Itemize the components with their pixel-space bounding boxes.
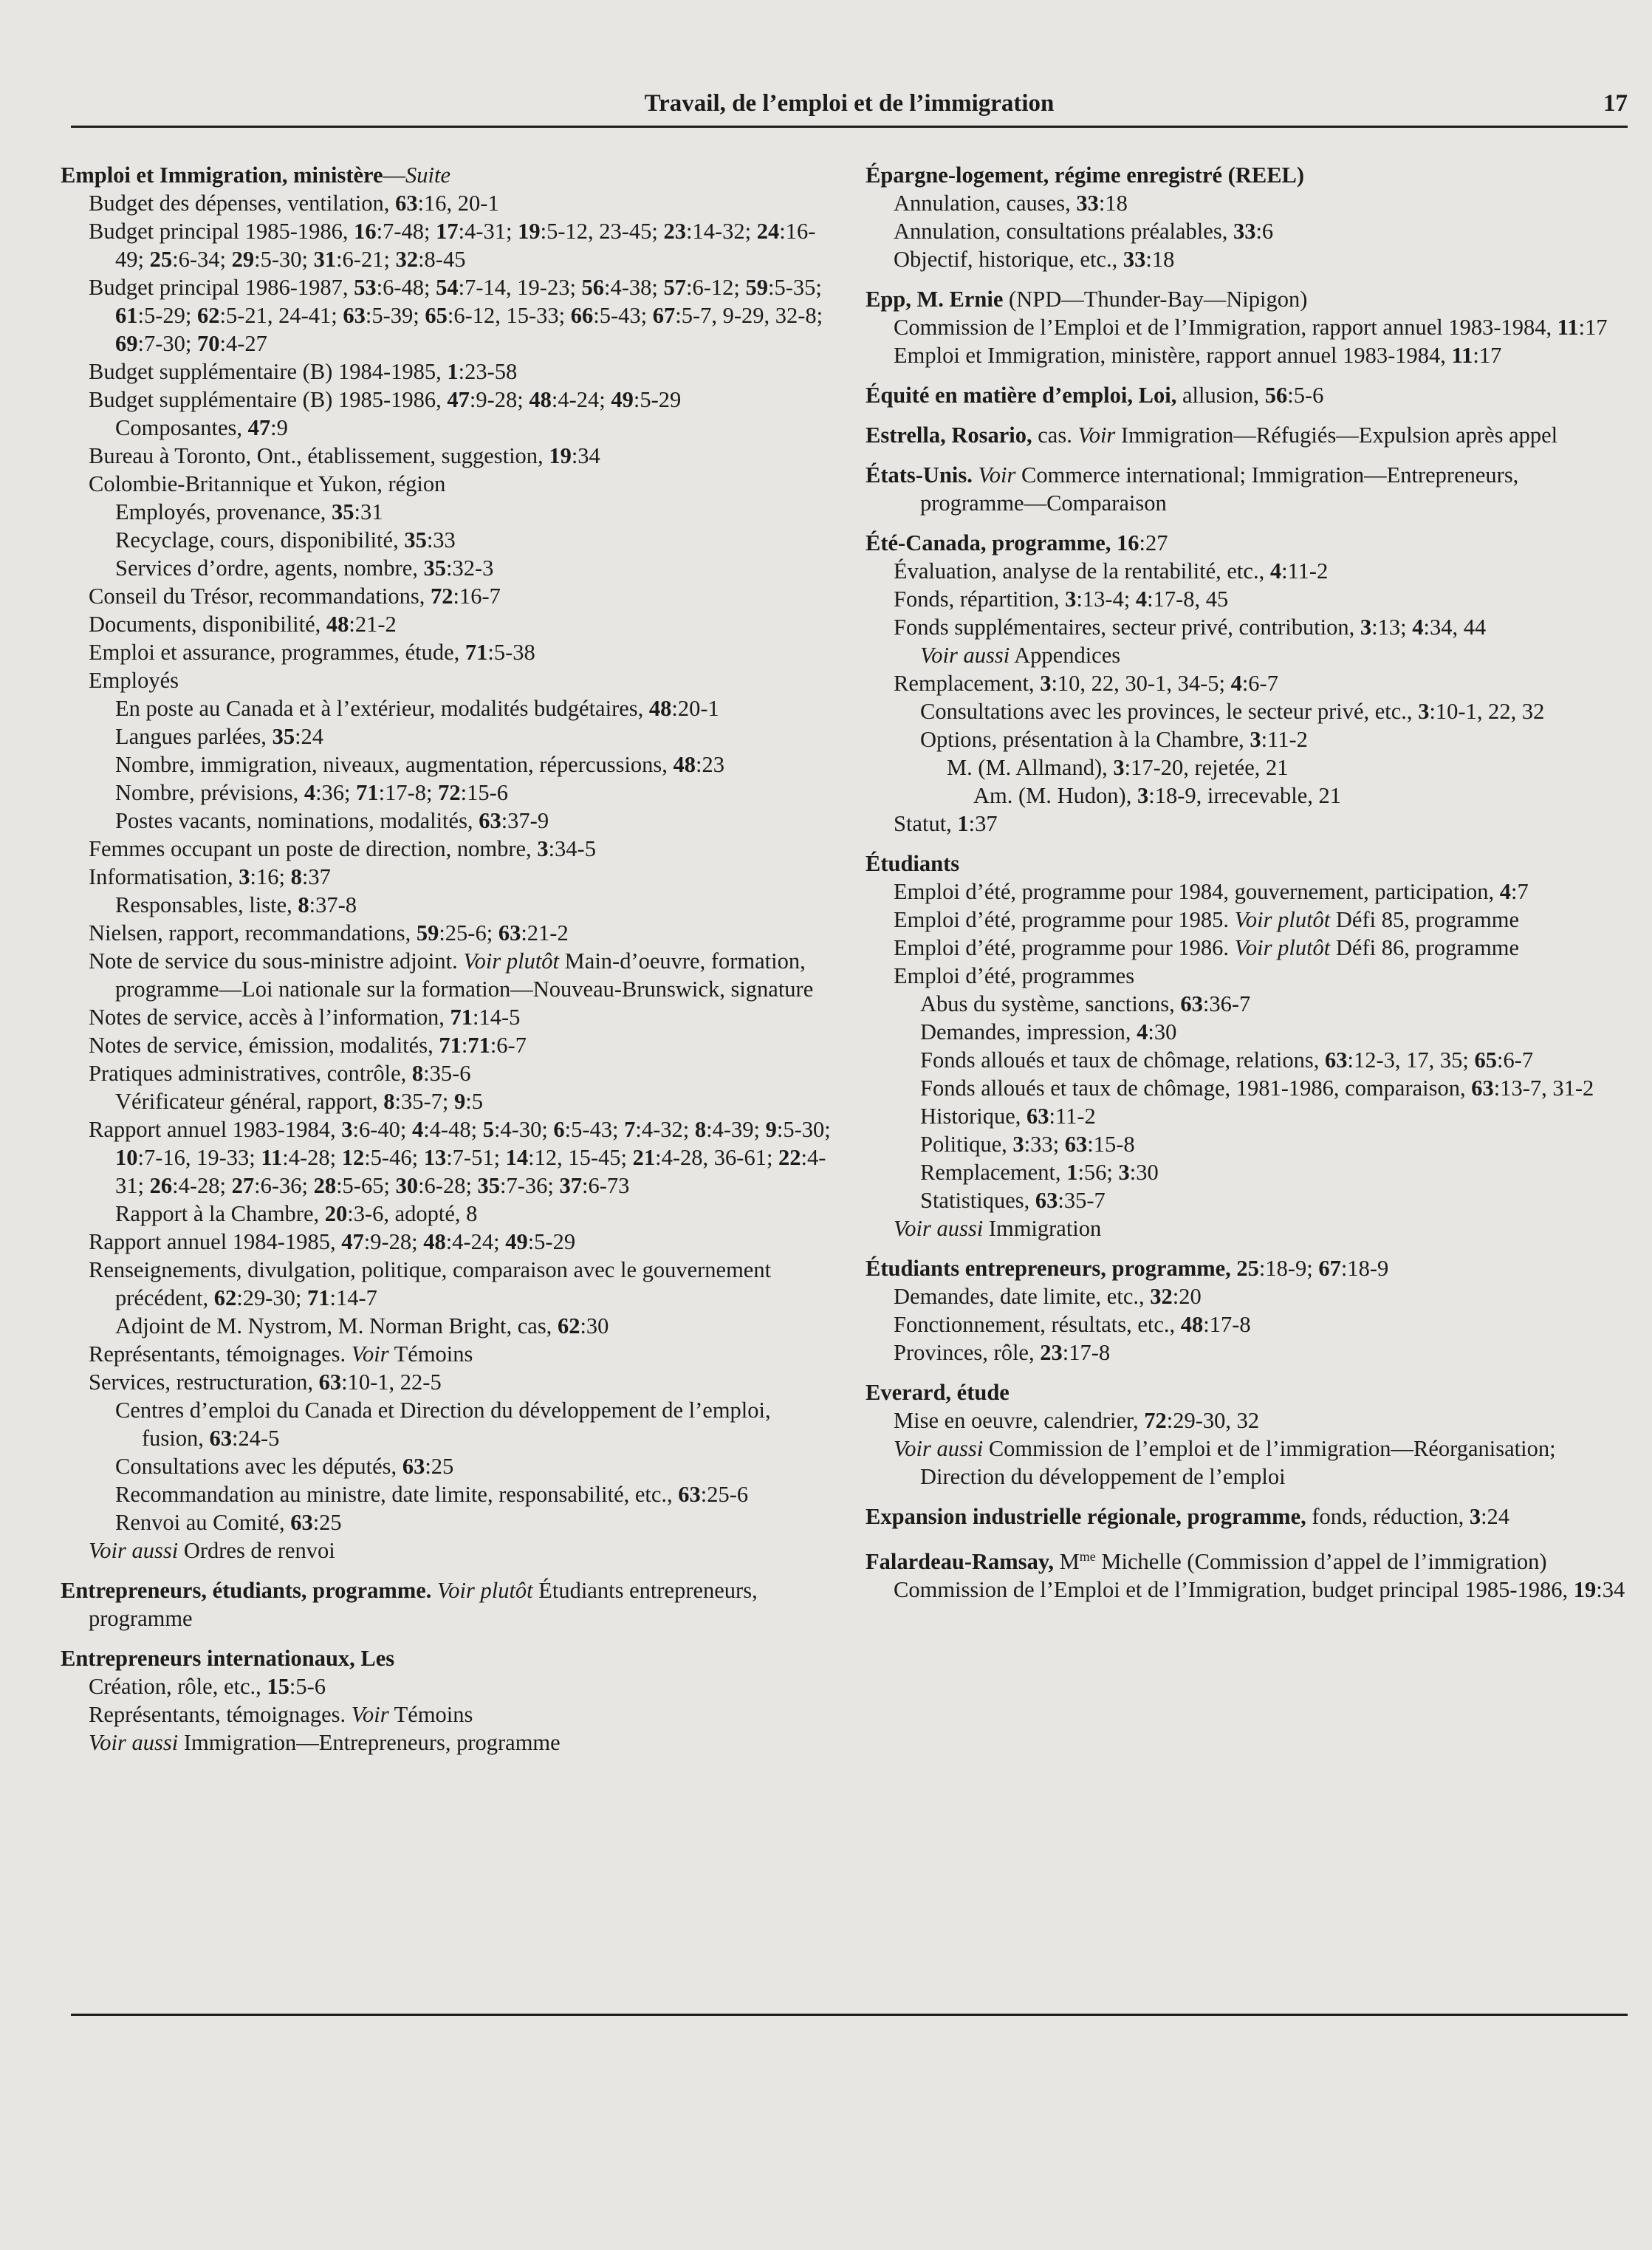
index-subentry: Politique, 3:33; 63:15-8 <box>920 1132 1135 1157</box>
index-subentry: Adjoint de M. Nystrom, M. Norman Bright, cas, 62:30 <box>115 1313 609 1338</box>
index-heading: États-Unis. Voir Commerce international; Immigration—Entrepreneurs, programme—Comparaison <box>866 462 1519 516</box>
index-heading: Entrepreneurs internationaux, Les <box>61 1646 395 1671</box>
index-subentry: Représentants, témoignages. Voir Témoins <box>89 1341 473 1367</box>
bottom-rule <box>71 2014 1628 2016</box>
index-subentry: Objectif, historique, etc., 33:18 <box>894 247 1175 272</box>
index-subentry: Postes vacants, nominations, modalités, 63:37-9 <box>115 808 549 833</box>
page-number: 17 <box>1603 90 1628 117</box>
index-subentry: Budget supplémentaire (B) 1985-1986, 47:9-28; 48:4-24; 49:5-29 <box>89 387 682 412</box>
index-subentry: Am. (M. Hudon), 3:18-9, irrecevable, 21 <box>973 783 1342 808</box>
index-subentry: Conseil du Trésor, recommandations, 72:16-7 <box>89 584 501 609</box>
index-subentry: Renseignements, divulgation, politique, comparaison avec le gouvernement précédent, 62:29-30; 71:14-7 <box>89 1257 772 1310</box>
index-subentry: Emploi d’été, programme pour 1984, gouvernement, participation, 4:7 <box>894 879 1529 904</box>
index-subentry: Fonds alloués et taux de chômage, relations, 63:12-3, 17, 35; 65:6-7 <box>920 1047 1534 1073</box>
index-subentry: Vérificateur général, rapport, 8:35-7; 9:5 <box>115 1089 483 1114</box>
index-subentry: Voir aussi Immigration <box>894 1216 1102 1241</box>
index-subentry: Fonds supplémentaires, secteur privé, contribution, 3:13; 4:34, 44 <box>894 615 1487 640</box>
index-subentry: Services d’ordre, agents, nombre, 35:32-3 <box>115 555 494 581</box>
index-subentry: Informatisation, 3:16; 8:37 <box>89 864 331 889</box>
index-subentry: Femmes occupant un poste de direction, nombre, 3:34-5 <box>89 836 596 861</box>
index-subentry: Emploi d’été, programme pour 1985. Voir plutôt Défi 85, programme <box>894 907 1520 932</box>
header-title: Travail, de l’emploi et de l’immigration <box>644 90 1055 117</box>
index-subentry: Recyclage, cours, disponibilité, 35:33 <box>115 527 456 553</box>
index-subentry: En poste au Canada et à l’extérieur, modalités budgétaires, 48:20-1 <box>115 696 719 721</box>
index-heading: Falardeau-Ramsay, $M^{me}$ Michelle (Commission d’appel de l’immigration) <box>866 1549 1547 1575</box>
index-subentry: Remplacement, 1:56; 3:30 <box>920 1160 1159 1185</box>
index-subentry: Voir aussi Immigration—Entrepreneurs, programme <box>89 1730 561 1755</box>
index-subentry: Fonds alloués et taux de chômage, 1981-1986, comparaison, 63:13-7, 31-2 <box>920 1076 1594 1101</box>
index-subentry: Statut, 1:37 <box>894 811 998 836</box>
index-subentry: Voir aussi Ordres de renvoi <box>89 1538 335 1563</box>
index-subentry: Pratiques administratives, contrôle, 8:35-6 <box>89 1061 471 1086</box>
index-subentry: Emploi d’été, programme pour 1986. Voir plutôt Défi 86, programme <box>894 935 1520 960</box>
index-subentry: Statistiques, 63:35-7 <box>920 1188 1106 1213</box>
index-subentry: Budget principal 1985-1986, 16:7-48; 17:4-31; 19:5-12, 23-45; 23:14-32; 24:16-49; 25:6-34; 29:5-30; 31:6-21; 32:8-45 <box>89 219 816 272</box>
index-subentry: Provinces, rôle, 23:17-8 <box>894 1340 1111 1365</box>
index-subentry: Rapport annuel 1983-1984, 3:6-40; 4:4-48; 5:4-30; 6:5-43; 7:4-32; 8:4-39; 9:5-30; 10:7-16, 19-33; 11:4-28; 12:5-46; 13:7-51; 14:12, 15-45; 21:4-28, 36-61; 22:4-31; 26:4-28; 27:6-36; 28:5-65; 30:6-28; 35:7-36; 37:6-73 <box>89 1117 831 1198</box>
index-subentry: Rapport à la Chambre, 20:3-6, adopté, 8 <box>115 1201 478 1226</box>
index-subentry: Emploi et assurance, programmes, étude, 71:5-38 <box>89 640 535 665</box>
index-subentry: Budget supplémentaire (B) 1984-1985, 1:23-58 <box>89 359 518 384</box>
index-subentry: Bureau à Toronto, Ont., établissement, suggestion, 19:34 <box>89 443 600 468</box>
index-subentry: Consultations avec les députés, 63:25 <box>115 1454 454 1479</box>
index-column-right <box>866 161 1628 1604</box>
index-subentry: Langues parlées, 35:24 <box>115 724 324 749</box>
index-subentry: M. (M. Allmand), 3:17-20, rejetée, 21 <box>947 755 1289 780</box>
index-heading: Everard, étude <box>866 1380 1010 1405</box>
index-subentry: Nombre, prévisions, 4:36; 71:17-8; 72:15-6 <box>115 780 509 805</box>
index-subentry: Centres d’emploi du Canada et Direction du développement de l’emploi, fusion, 63:24-5 <box>115 1398 771 1451</box>
index-subentry: Employés <box>89 668 179 693</box>
index-subentry: Commission de l’Emploi et de l’Immigration, rapport annuel 1983-1984, 11:17 <box>894 315 1608 340</box>
index-subentry: Responsables, liste, 8:37-8 <box>115 892 357 917</box>
index-heading: Été-Canada, programme, 16:27 <box>866 530 1168 555</box>
index-subentry: Historique, 63:11-2 <box>920 1104 1096 1129</box>
index-subentry: Notes de service, accès à l’information, 71:14-5 <box>89 1005 521 1030</box>
index-subentry: Budget des dépenses, ventilation, 63:16, 20-1 <box>89 191 499 216</box>
index-subentry: Emploi et Immigration, ministère, rapport annuel 1983-1984, 11:17 <box>894 343 1502 368</box>
index-subentry: Notes de service, émission, modalités, 71:71:6-7 <box>89 1033 527 1058</box>
index-subentry: Consultations avec les provinces, le secteur privé, etc., 3:10-1, 22, 32 <box>920 699 1545 724</box>
index-subentry: Annulation, causes, 33:18 <box>894 191 1128 216</box>
index-subentry: Création, rôle, etc., 15:5-6 <box>89 1674 326 1699</box>
index-subentry: Nombre, immigration, niveaux, augmentation, répercussions, 48:23 <box>115 752 725 777</box>
index-subentry: Recommandation au ministre, date limite, responsabilité, etc., 63:25-6 <box>115 1482 749 1507</box>
index-subentry: Fonctionnement, résultats, etc., 48:17-8 <box>894 1312 1251 1337</box>
index-subentry: Emploi d’été, programmes <box>894 963 1135 988</box>
index-heading: Équité en matière d’emploi, Loi, allusion, 56:5-6 <box>866 383 1324 408</box>
index-subentry: Fonds, répartition, 3:13-4; 4:17-8, 45 <box>894 587 1229 612</box>
index-heading: Emploi et Immigration, ministère—Suite <box>61 163 451 188</box>
index-subentry: Abus du système, sanctions, 63:36-7 <box>920 991 1251 1016</box>
index-heading: Épargne-logement, régime enregistré (REEL) <box>866 163 1305 188</box>
index-subentry: Options, présentation à la Chambre, 3:11-2 <box>920 727 1308 752</box>
index-subentry: Note de service du sous-ministre adjoint. Voir plutôt Main-d’oeuvre, formation, programme—Loi nationale sur la formation—Nouveau-Brunswick, signature <box>89 948 814 1002</box>
index-heading: Estrella, Rosario, cas. Voir Immigration—Réfugiés—Expulsion après appel <box>866 423 1558 448</box>
index-subentry: Documents, disponibilité, 48:21-2 <box>89 612 397 637</box>
index-subentry: Commission de l’Emploi et de l’Immigration, budget principal 1985-1986, 19:34 <box>894 1577 1625 1603</box>
index-subentry: Budget principal 1986-1987, 53:6-48; 54:7-14, 19-23; 56:4-38; 57:6-12; 59:5-35; 61:5-29; 62:5-21, 24-41; 63:5-39; 65:6-12, 15-33; 66:5-43; 67:5-7, 9-29, 32-8; 69:7-30; 70:4-27 <box>89 275 823 356</box>
index-subentry: Remplacement, 3:10, 22, 30-1, 34-5; 4:6-7 <box>894 671 1278 696</box>
index-subentry: Services, restructuration, 63:10-1, 22-5 <box>89 1370 442 1395</box>
index-subentry: Composantes, 47:9 <box>115 415 288 440</box>
index-subentry: Mise en oeuvre, calendrier, 72:29-30, 32 <box>894 1408 1260 1433</box>
index-subentry: Voir aussi Commission de l’emploi et de l’immigration—Réorganisation; Direction du développement de l’emploi <box>894 1436 1556 1489</box>
index-subentry: Nielsen, rapport, recommandations, 59:25-6; 63:21-2 <box>89 920 569 946</box>
index-subentry: Évaluation, analyse de la rentabilité, etc., 4:11-2 <box>894 558 1329 584</box>
index-subentry: Représentants, témoignages. Voir Témoins <box>89 1702 473 1727</box>
index-subentry: Demandes, impression, 4:30 <box>920 1019 1177 1044</box>
index-heading: Expansion industrielle régionale, programme, fonds, réduction, 3:24 <box>866 1504 1510 1529</box>
running-header <box>71 87 1628 128</box>
index-subentry: Annulation, consultations préalables, 33:6 <box>894 219 1274 244</box>
index-heading: Étudiants <box>866 851 960 876</box>
index-heading: Étudiants entrepreneurs, programme, 25:18-9; 67:18-9 <box>866 1256 1389 1281</box>
index-heading: Entrepreneurs, étudiants, programme. Voir plutôt Étudiants entrepreneurs, programme <box>61 1578 758 1631</box>
index-column-left <box>61 161 836 1757</box>
index-subentry: Demandes, date limite, etc., 32:20 <box>894 1284 1202 1309</box>
index-subentry: Voir aussi Appendices <box>920 643 1121 668</box>
index-heading: Epp, M. Ernie (NPD—Thunder-Bay—Nipigon) <box>866 287 1308 312</box>
index-subentry: Employés, provenance, 35:31 <box>115 499 383 524</box>
index-subentry: Renvoi au Comité, 63:25 <box>115 1510 342 1535</box>
index-subentry: Colombie-Britannique et Yukon, région <box>89 471 446 496</box>
index-subentry: Rapport annuel 1984-1985, 47:9-28; 48:4-24; 49:5-29 <box>89 1229 576 1254</box>
